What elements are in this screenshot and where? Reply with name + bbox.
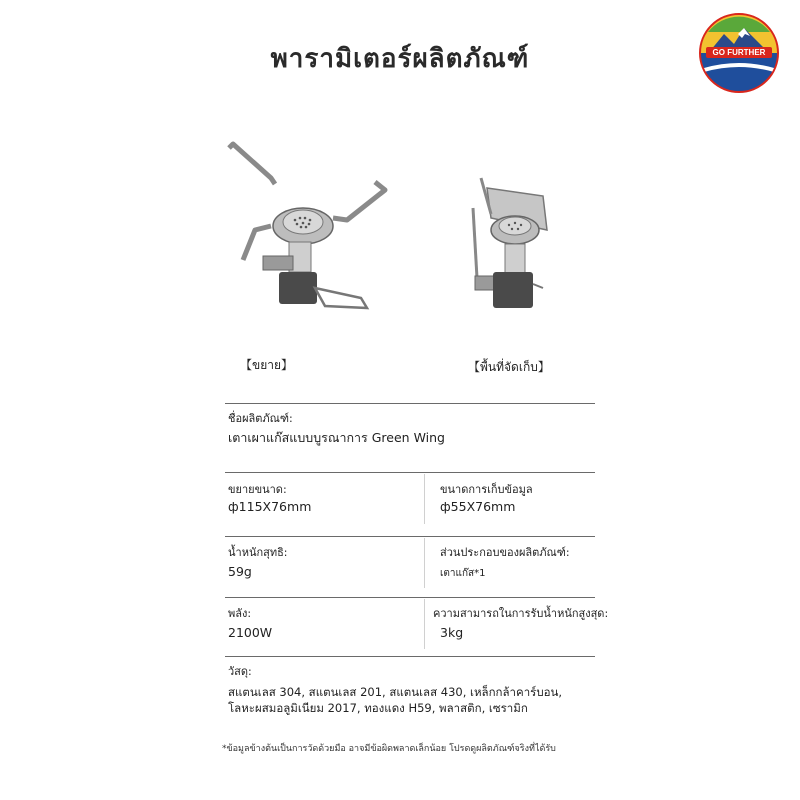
net-weight-value: 59g <box>228 564 252 579</box>
divider <box>225 403 595 404</box>
material-label: วัสดุ: <box>228 665 252 678</box>
page-title: พารามิเตอร์ผลิตภัณฑ์ <box>270 44 530 74</box>
net-weight-label: น้ำหนักสุทธิ: <box>228 546 288 559</box>
divider <box>225 472 595 473</box>
divider <box>225 656 595 657</box>
divider <box>225 536 595 537</box>
expanded-caption: 【ขยาย】 <box>240 358 294 372</box>
components-value: เตาแก๊ส*1 <box>440 568 486 579</box>
logo-text: GO FURTHER <box>706 47 772 58</box>
footnote: *ข้อมูลข้างต้นเป็นการวัดด้วยมือ อาจมีข้อผิดพลาดเล็กน้อย โปรดดูผลิตภัณฑ์จริงที่ได้รับ <box>222 744 556 754</box>
column-divider <box>424 599 425 649</box>
divider <box>225 597 595 598</box>
expanded-size-value: ф115X76mm <box>228 499 312 514</box>
product-name-label: ชื่อผลิตภัณฑ์: <box>228 412 293 425</box>
max-load-label: ความสามารถในการรับน้ำหนักสูงสุด: <box>433 607 609 620</box>
power-value: 2100W <box>228 625 273 640</box>
column-divider <box>424 474 425 524</box>
material-value-line1: สแตนเลส 304, สแตนเลส 201, สแตนเลส 430, เหล็กกล้าคาร์บอน, <box>228 685 563 699</box>
folded-caption: 【พื้นที่จัดเก็บ】 <box>468 360 550 374</box>
storage-size-label: ขนาดการเก็บข้อมูล <box>440 483 533 496</box>
storage-size-value: ф55X76mm <box>440 499 516 514</box>
product-name-value: เตาเผาแก๊สแบบบูรณาการ Green Wing <box>228 430 445 445</box>
column-divider <box>424 538 425 588</box>
material-value-line2: โลหะผสมอลูมิเนียม 2017, ทองแดง H59, พลาสติก, เซรามิก <box>228 701 528 715</box>
expanded-size-label: ขยายขนาด: <box>228 483 287 496</box>
folded-stove-image <box>445 168 555 318</box>
components-label: ส่วนประกอบของผลิตภัณฑ์: <box>440 546 570 559</box>
power-label: พลัง: <box>228 607 252 620</box>
max-load-value: 3kg <box>440 625 464 640</box>
expanded-stove-image <box>215 138 395 328</box>
